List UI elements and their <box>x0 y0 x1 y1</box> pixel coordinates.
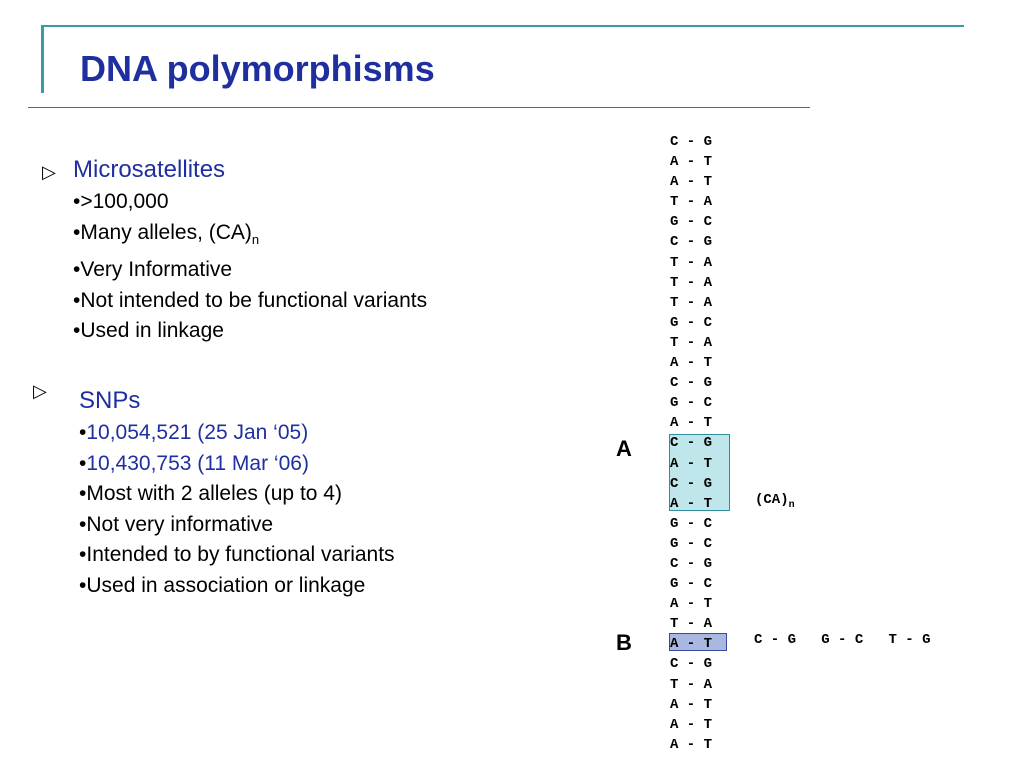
triangle-bullet-icon: ▷ <box>42 162 56 182</box>
base-pair: T - A <box>670 616 713 633</box>
base-pair: T - A <box>670 676 713 693</box>
alternate-pair: C - G <box>754 632 797 648</box>
list-item: • 10,430,753 (11 Mar ‘06) <box>79 449 395 480</box>
accent-vertical-bar <box>41 25 44 93</box>
dna-sequence <box>670 132 712 755</box>
base-pair: A - T <box>670 455 713 472</box>
base-pair: T - A <box>670 294 713 311</box>
base-pair: C - G <box>670 375 713 392</box>
base-pair: G - C <box>670 515 713 532</box>
accent-top-rule <box>41 25 964 27</box>
list-item: • >100,000 <box>73 187 427 218</box>
base-pair: C - G <box>670 134 713 150</box>
triangle-bullet-icon: ▷ <box>33 381 47 401</box>
subscript-n: n <box>251 231 260 247</box>
slide-title: DNA polymorphisms <box>80 48 435 89</box>
base-pair: A - T <box>670 596 713 613</box>
title-underline <box>28 107 810 108</box>
list-item: • Used in association or linkage <box>79 571 395 602</box>
list-item: • Not intended to be functional variants <box>73 286 427 317</box>
base-pair: A - T <box>670 174 713 191</box>
label-b: B <box>616 630 632 655</box>
base-pair: C - G <box>670 234 713 251</box>
base-pair: A - T <box>670 495 713 512</box>
base-pair: T - A <box>670 274 713 291</box>
base-pair: A - T <box>670 696 713 713</box>
snps-heading: SNPs <box>79 387 141 414</box>
base-pair: G - C <box>670 314 713 331</box>
microsatellites-list <box>73 187 427 347</box>
snp-alternate-pairs <box>754 632 930 648</box>
base-pair: G - C <box>670 395 713 412</box>
base-pair: A - T <box>670 415 713 432</box>
base-pair: C - G <box>670 435 713 452</box>
base-pair: G - C <box>670 214 713 231</box>
alternate-pair: T - G <box>888 632 931 648</box>
list-item: • Used in linkage <box>73 316 427 347</box>
list-item: • Not very informative <box>79 510 395 541</box>
label-a: A <box>616 436 632 461</box>
list-item: • 10,054,521 (25 Jan ‘05) <box>79 418 395 449</box>
base-pair: C - G <box>670 475 713 492</box>
list-item: • Many alleles, $(CA)_n$ <box>73 218 427 256</box>
list-item: • Very Informative <box>73 255 427 286</box>
base-pair: T - A <box>670 194 713 211</box>
base-pair: A - T <box>670 355 713 372</box>
list-item: • Most with 2 alleles (up to 4) <box>79 479 395 510</box>
microsatellites-heading: Microsatellites <box>73 156 226 183</box>
base-pair: A - T <box>670 636 713 653</box>
base-pair: G - C <box>670 576 713 593</box>
alternate-pair: G - C <box>821 632 864 648</box>
base-pair: T - A <box>670 254 713 271</box>
base-pair: C - G <box>670 656 713 673</box>
ca-repeat-label: $(CA)_n$ <box>755 492 795 511</box>
snps-list <box>79 418 395 601</box>
base-pair: A - T <box>670 736 713 753</box>
base-pair: T - A <box>670 334 713 351</box>
list-item: • Intended to by functional variants <box>79 540 395 571</box>
base-pair: G - C <box>670 535 713 552</box>
base-pair: A - T <box>670 154 713 171</box>
base-pair: A - T <box>670 716 713 733</box>
base-pair: C - G <box>670 555 713 572</box>
